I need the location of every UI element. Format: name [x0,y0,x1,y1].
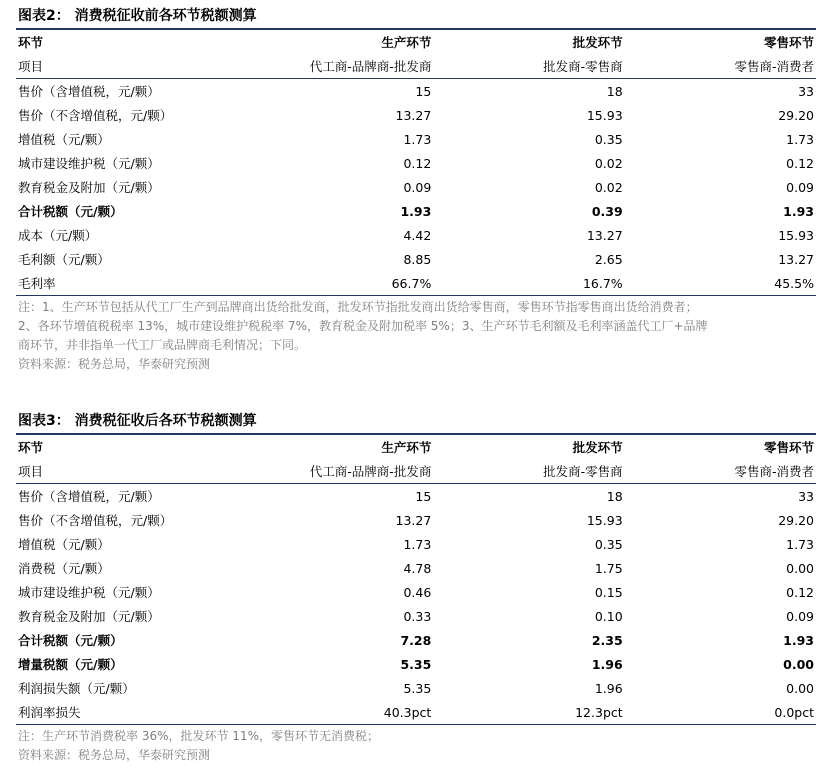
table-cell: 0.35 [594,536,623,552]
table-cell: 0.35 [594,131,623,147]
column-header: 生产环节 [381,35,432,50]
table-cell: 0.00 [786,560,814,576]
column-subheader: 项目 [18,464,44,479]
table-row [16,151,816,175]
table-cell: 2.35 [591,632,623,648]
table-cell: 15.93 [586,512,623,528]
table-cell: 29.20 [778,107,814,123]
table-row [16,127,816,151]
table-row [16,175,816,199]
table-section-2 [16,409,816,765]
column-header: 批发环节 [572,440,623,455]
row-label: 合计税额（元/颗） [18,633,123,648]
table-cell: 0.39 [591,203,623,219]
table-row [16,484,816,509]
table-cell: 1.93 [783,203,814,219]
table-row [16,103,816,127]
table-cell: 0.15 [594,584,623,600]
table-cell: 15 [415,488,432,504]
row-label: 售价（含增值税，元/颗） [18,84,160,99]
column-subheader: 零售商-消费者 [734,59,814,74]
table-notes [16,298,816,374]
table-row [16,556,816,580]
table-cell: 18 [606,83,623,99]
table-cell: 33 [798,488,814,504]
tax-table-before [16,30,816,296]
table-cell: 5.35 [403,680,432,696]
note-line: 注：生产环节消费税率 36%，批发环节 11%，零售环节无消费税； [18,729,379,743]
note-line: 注：1、生产环节包括从代工厂生产到品牌商出货给批发商，批发环节指批发商出货给零售商，零售环节指零售商出货给消费者； [18,300,698,314]
table-row [16,79,816,104]
table-row [16,628,816,652]
table-section-1 [16,4,816,374]
header-row [16,435,816,459]
table-cell: 0.33 [403,608,432,624]
table-cell: 13.27 [778,251,814,267]
row-label: 增值税（元/颗） [18,132,110,147]
table-cell: 0.46 [403,584,432,600]
table-cell: 13.27 [586,227,623,243]
table-cell: 18 [606,488,623,504]
table-cell: 0.00 [783,656,814,672]
tax-table-after [16,435,816,725]
table-title: 图表2： 消费税征收前各环节税额测算 [16,4,816,30]
table-row [16,271,816,296]
table-cell: 0.00 [786,680,814,696]
table-row [16,700,816,725]
table-cell: 1.96 [591,656,623,672]
table-cell: 13.27 [395,107,432,123]
column-header: 批发环节 [572,35,623,50]
row-label: 增量税额（元/颗） [18,657,123,672]
table-cell: 12.3pct [575,704,623,720]
note-line: 2、各环节增值税税率 13%，城市建设维护税税率 7%，教育税金及附加税率 5%；3、生产环节毛利额及毛利率涵盖代工厂+品牌 [18,319,708,333]
table-cell: 1.73 [403,131,432,147]
column-header: 零售环节 [763,440,814,455]
table-cell: 0.12 [403,155,432,171]
note-line: 资料来源：税务总局，华泰研究预测 [18,748,211,762]
table-cell: 0.10 [594,608,623,624]
table-cell: 45.5% [774,275,814,291]
table-cell: 40.3pct [383,704,432,720]
table-cell: 0.0pct [774,704,814,720]
table-cell: 15.93 [778,227,814,243]
table-cell: 66.7% [391,275,432,291]
row-label: 利润损失额（元/颗） [18,681,135,696]
table-cell: 1.75 [594,560,623,576]
table-row [16,580,816,604]
column-subheader: 批发商-零售商 [543,464,623,479]
table-cell: 16.7% [582,275,623,291]
column-header: 环节 [18,35,44,50]
row-label: 售价（不含增值税，元/颗） [18,513,173,528]
table-row [16,676,816,700]
header-row [16,30,816,54]
row-label: 合计税额（元/颗） [18,204,123,219]
subheader-row [16,54,816,79]
table-cell: 2.65 [594,251,623,267]
table-cell: 13.27 [395,512,432,528]
row-label: 教育税金及附加（元/颗） [18,180,160,195]
table-cell: 1.96 [594,680,623,696]
column-header: 生产环节 [381,440,432,455]
table-row [16,508,816,532]
column-subheader: 零售商-消费者 [734,464,814,479]
table-cell: 0.09 [403,179,432,195]
row-label: 城市建设维护税（元/颗） [18,156,160,171]
note-line: 资料来源：税务总局，华泰研究预测 [18,357,211,371]
column-subheader: 代工商-品牌商-批发商 [309,464,432,479]
table-cell: 0.02 [594,155,623,171]
table-row [16,223,816,247]
row-label: 消费税（元/颗） [18,561,110,576]
row-label: 增值税（元/颗） [18,537,110,552]
table-cell: 0.02 [594,179,623,195]
row-label: 成本（元/颗） [18,228,98,243]
column-header: 环节 [18,440,44,455]
subheader-row [16,459,816,484]
table-row [16,532,816,556]
table-cell: 1.73 [403,536,432,552]
table-cell: 8.85 [403,251,432,267]
table-cell: 7.28 [400,632,432,648]
table-cell: 33 [798,83,814,99]
table-row [16,604,816,628]
column-header: 零售环节 [763,35,814,50]
note-line: 商环节，并非指单一代工厂或品牌商毛利情况；下同。 [18,338,307,352]
table-cell: 5.35 [400,656,432,672]
row-label: 利润率损失 [18,705,81,720]
table-cell: 15 [415,83,432,99]
column-subheader: 批发商-零售商 [543,59,623,74]
table-cell: 4.42 [403,227,432,243]
table-cell: 1.93 [783,632,814,648]
table-row [16,199,816,223]
column-subheader: 代工商-品牌商-批发商 [309,59,432,74]
table-title: 图表3： 消费税征收后各环节税额测算 [16,409,816,435]
row-label: 城市建设维护税（元/颗） [18,585,160,600]
row-label: 售价（不含增值税，元/颗） [18,108,173,123]
table-cell: 0.12 [786,584,814,600]
table-cell: 0.09 [786,179,814,195]
table-cell: 4.78 [403,560,432,576]
table-cell: 29.20 [778,512,814,528]
table-row [16,652,816,676]
table-cell: 1.93 [400,203,432,219]
table-notes [16,727,816,765]
column-subheader: 项目 [18,59,44,74]
row-label: 教育税金及附加（元/颗） [18,609,160,624]
row-label: 售价（含增值税，元/颗） [18,489,160,504]
table-cell: 1.73 [786,536,814,552]
table-row [16,247,816,271]
table-cell: 15.93 [586,107,623,123]
row-label: 毛利额（元/颗） [18,252,110,267]
row-label: 毛利率 [18,276,56,291]
table-cell: 0.09 [786,608,814,624]
table-cell: 0.12 [786,155,814,171]
table-cell: 1.73 [786,131,814,147]
